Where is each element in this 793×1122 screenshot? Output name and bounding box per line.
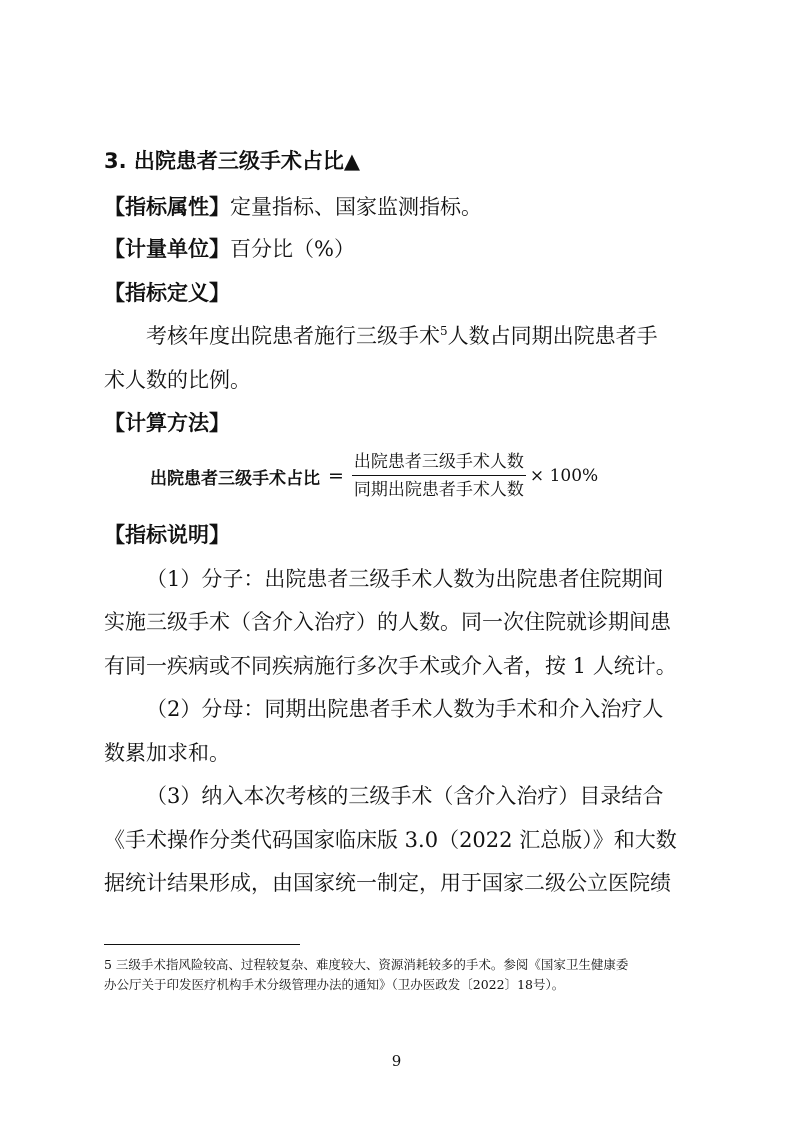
method-label: 【计算方法】 — [104, 411, 230, 435]
definition-line-2: 术人数的比例。 — [104, 368, 251, 392]
definition-text-b: 人数占同期出院患者手 — [447, 324, 658, 348]
formula-lhs: 出院患者三级手术占比 — [150, 468, 320, 489]
definition-text-a: 考核年度出院患者施行三级手术 — [146, 324, 440, 348]
note-line: （3）纳入本次考核的三级手术（含介入治疗）目录结合 — [146, 784, 664, 808]
page-number: 9 — [391, 1052, 402, 1070]
unit-value: 百分比（%） — [230, 237, 355, 261]
note-line: （1）分子：出院患者三级手术人数为出院患者住院期间 — [146, 567, 664, 591]
footnote-line-2: 办公厅关于印发医疗机构手术分级管理办法的通知》（卫办医政发〔2022〕18号）。 — [104, 977, 565, 992]
note-line: 实施三级手术（含介入治疗）的人数。同一次住院就诊期间患 — [104, 610, 671, 634]
formula-denominator: 同期出院患者手术人数 — [353, 480, 524, 500]
attribute-label: 【指标属性】 — [104, 195, 230, 219]
definition-label: 【指标定义】 — [104, 281, 230, 305]
notes-label: 【指标说明】 — [104, 523, 230, 547]
note-line: 据统计结果形成，由国家统一制定，用于国家二级公立医院绩 — [104, 871, 671, 895]
note-line: 有同一疾病或不同疾病施行多次手术或介入者，按 1 人统计。 — [104, 654, 677, 678]
note-line: 数累加求和。 — [104, 741, 230, 765]
formula-multiplier: × 100% — [529, 466, 599, 486]
formula-numerator: 出院患者三级手术人数 — [352, 451, 526, 476]
footnote-line-1: 5 三级手术指风险较高、过程较复杂、难度较大、资源消耗较多的手术。参阅《国家卫生健康委 — [104, 957, 629, 972]
attribute-row — [104, 194, 689, 220]
formula — [150, 448, 598, 504]
formula-fraction — [352, 451, 526, 501]
formula-equals: = — [328, 465, 344, 487]
attribute-value: 定量指标、国家监测指标。 — [230, 195, 482, 219]
section-heading: 3. 出院患者三级手术占比▲ — [104, 149, 361, 173]
footnote-ref: 5 — [440, 324, 448, 338]
note-line: （2）分母：同期出院患者手术人数为手术和介入治疗人 — [146, 697, 664, 721]
definition-line-1 — [146, 323, 731, 349]
footnote-divider — [104, 944, 300, 945]
note-line: 《手术操作分类代码国家临床版 3.0（2022 汇总版）》和大数 — [104, 828, 677, 852]
unit-row — [104, 236, 689, 262]
unit-label: 【计量单位】 — [104, 237, 230, 261]
